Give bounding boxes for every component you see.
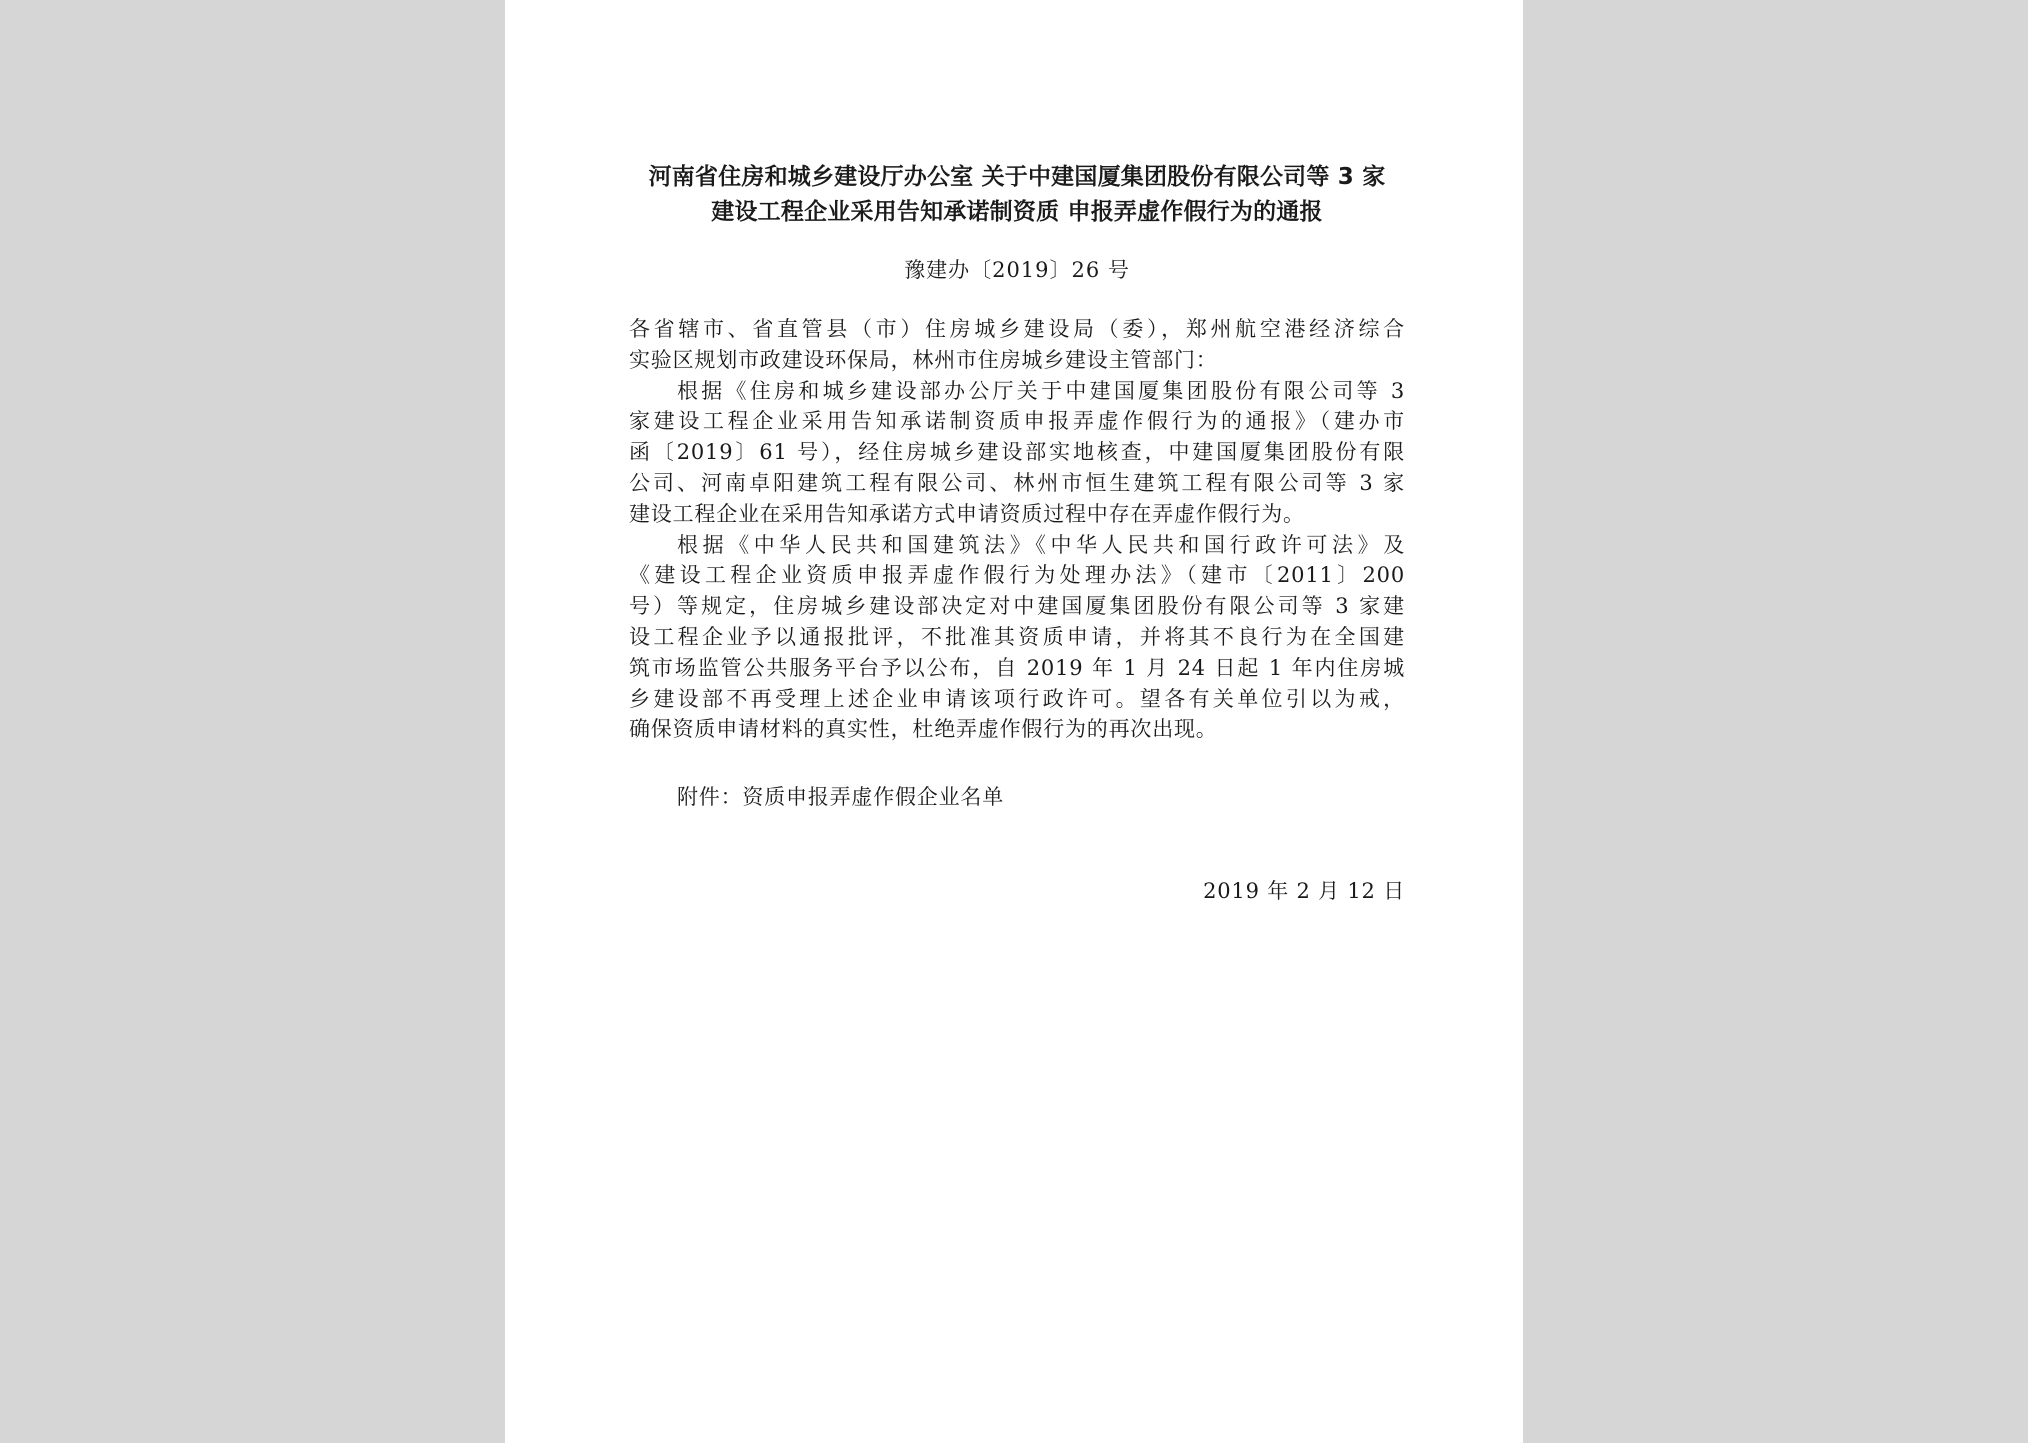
body-line: 《建设工程企业资质申报弄虚作假行为处理办法》（建市〔2011〕200 bbox=[629, 563, 1405, 588]
body-line: 家建设工程企业采用告知承诺制资质申报弄虚作假行为的通报》（建办市 bbox=[629, 409, 1405, 434]
paragraph-1 bbox=[629, 376, 1405, 530]
document-number: 豫建办〔2019〕26 号 bbox=[904, 258, 1130, 282]
attachment-note: 附件：资质申报弄虚作假企业名单 bbox=[677, 785, 1004, 809]
addressee bbox=[629, 314, 1405, 376]
document-title bbox=[629, 160, 1405, 230]
document-page bbox=[505, 0, 1523, 1443]
document-body bbox=[629, 314, 1405, 745]
body-line: 根据《住房和城乡建设部办公厅关于中建国厦集团股份有限公司等 3 bbox=[677, 378, 1405, 403]
body-line: 号）等规定，住房城乡建设部决定对中建国厦集团股份有限公司等 3 家建 bbox=[629, 594, 1405, 619]
body-line: 筑市场监管公共服务平台予以公布，自 2019 年 1 月 24 日起 1 年内住房城 bbox=[629, 655, 1405, 680]
paragraph-2 bbox=[629, 530, 1405, 746]
body-line: 建设工程企业在采用告知承诺方式申请资质过程中存在弄虚作假行为。 bbox=[629, 501, 1305, 526]
title-line: 建设工程企业采用告知承诺制资质 申报弄虚作假行为的通报 bbox=[711, 199, 1323, 225]
body-line: 各省辖市、省直管县（市）住房城乡建设局（委），郑州航空港经济综合 bbox=[629, 317, 1405, 341]
body-line: 函〔2019〕61 号），经住房城乡建设部实地核查，中建国厦集团股份有限 bbox=[629, 440, 1405, 465]
title-line: 河南省住房和城乡建设厅办公室 关于中建国厦集团股份有限公司等 3 家 bbox=[648, 164, 1386, 190]
body-line: 根据《中华人民共和国建筑法》《中华人民共和国行政许可法》及 bbox=[677, 532, 1405, 557]
document-date: 2019 年 2 月 12 日 bbox=[1203, 879, 1405, 903]
body-line: 公司、河南卓阳建筑工程有限公司、林州市恒生建筑工程有限公司等 3 家 bbox=[629, 470, 1405, 495]
body-line: 确保资质申请材料的真实性，杜绝弄虚作假行为的再次出现。 bbox=[629, 717, 1218, 742]
body-line: 实验区规划市政建设环保局，林州市住房城乡建设主管部门： bbox=[629, 347, 1218, 372]
body-line: 设工程企业予以通报批评，不批准其资质申请，并将其不良行为在全国建 bbox=[629, 624, 1405, 649]
body-line: 乡建设部不再受理上述企业申请该项行政许可。望各有关单位引以为戒， bbox=[629, 686, 1405, 711]
